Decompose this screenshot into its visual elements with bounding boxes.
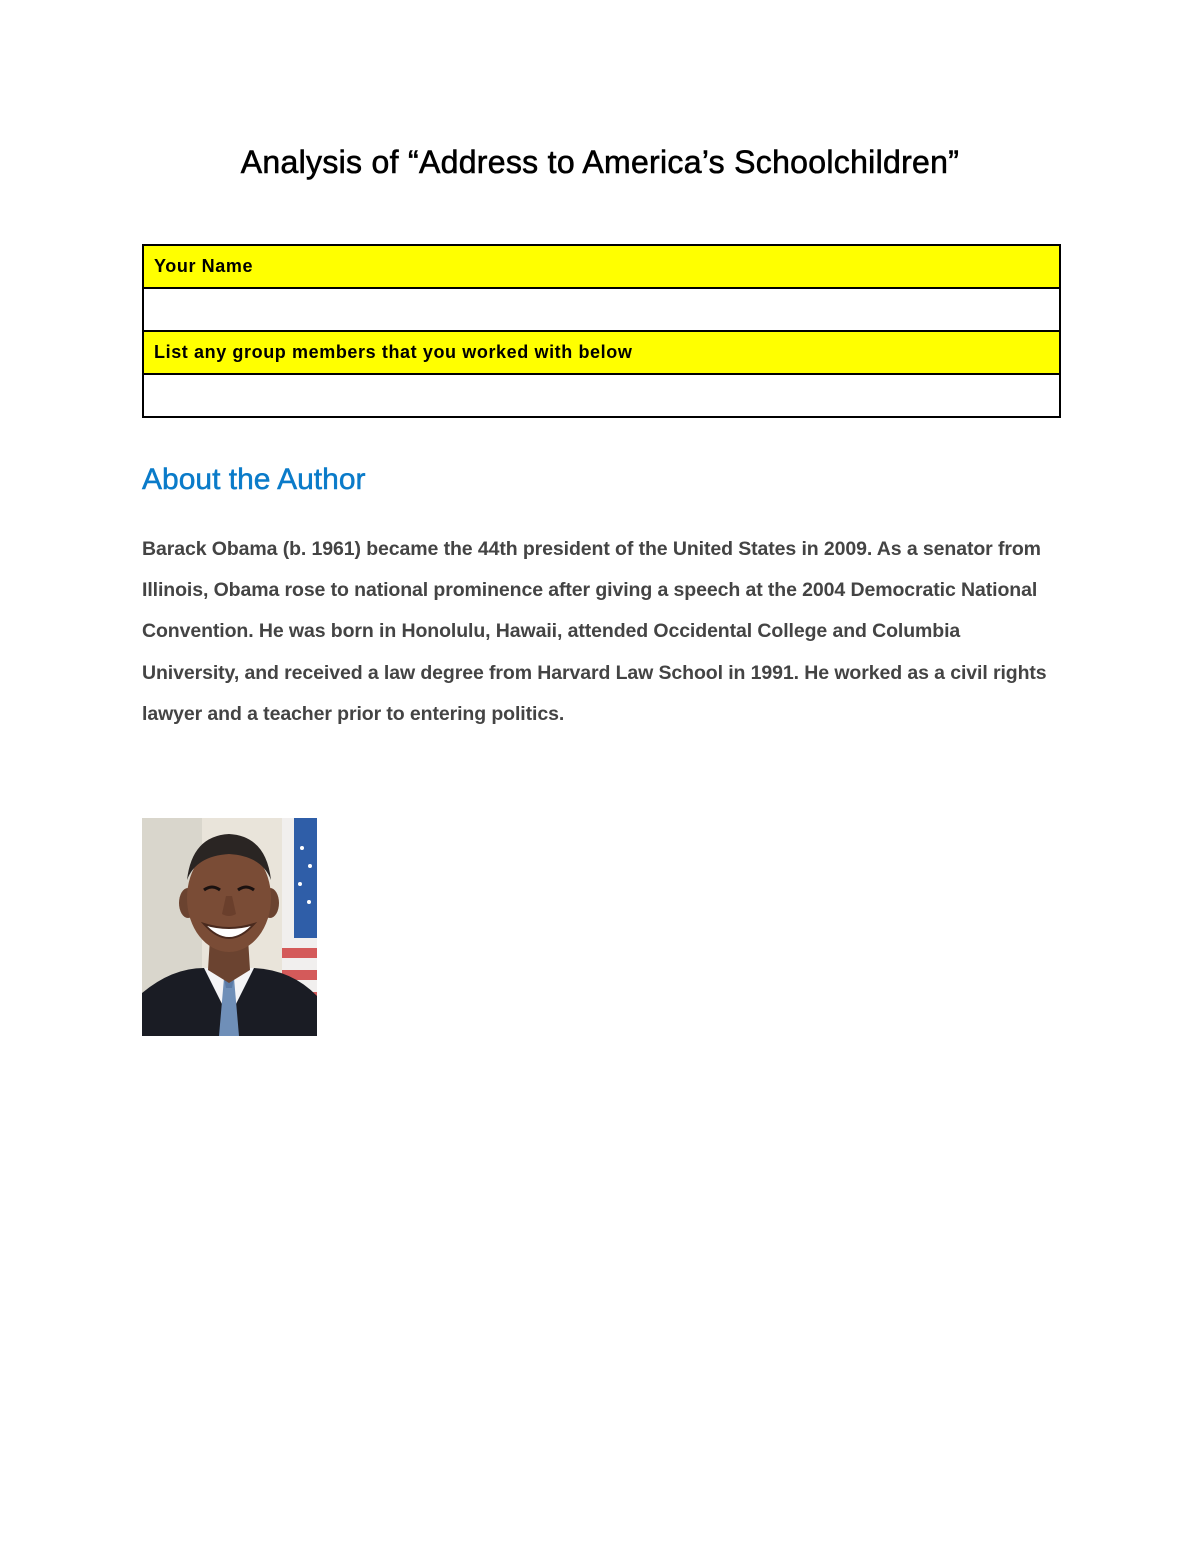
author-portrait-photo (142, 818, 317, 1036)
group-members-field[interactable] (143, 374, 1060, 417)
name-label-row (143, 245, 1060, 288)
group-entry-row[interactable] (143, 374, 1060, 417)
page-title: Analysis of “Address to America’s Schoolchildren” (240, 144, 960, 180)
author-bio-paragraph: Barack Obama (b. 1961) became the 44th president of the United States in 2009. As a senator from Illinois, Obama rose to national prominence after giving a speech at the 2004 Democratic National Convention. He was born in Honolulu, Hawaii, attended Occidental College and Columbia University, and received a law degree from Harvard Law School in 1991. He worked as a civil rights lawyer and a teacher prior to entering politics. (142, 538, 1047, 725)
about-author-heading: About the Author (142, 463, 366, 496)
group-label-row (143, 331, 1060, 374)
name-label: Your Name (143, 245, 1060, 288)
name-entry-row[interactable] (143, 288, 1060, 331)
group-members-label: List any group members that you worked with below (143, 331, 1060, 374)
name-field[interactable] (143, 288, 1060, 331)
student-info-table (142, 244, 1061, 418)
